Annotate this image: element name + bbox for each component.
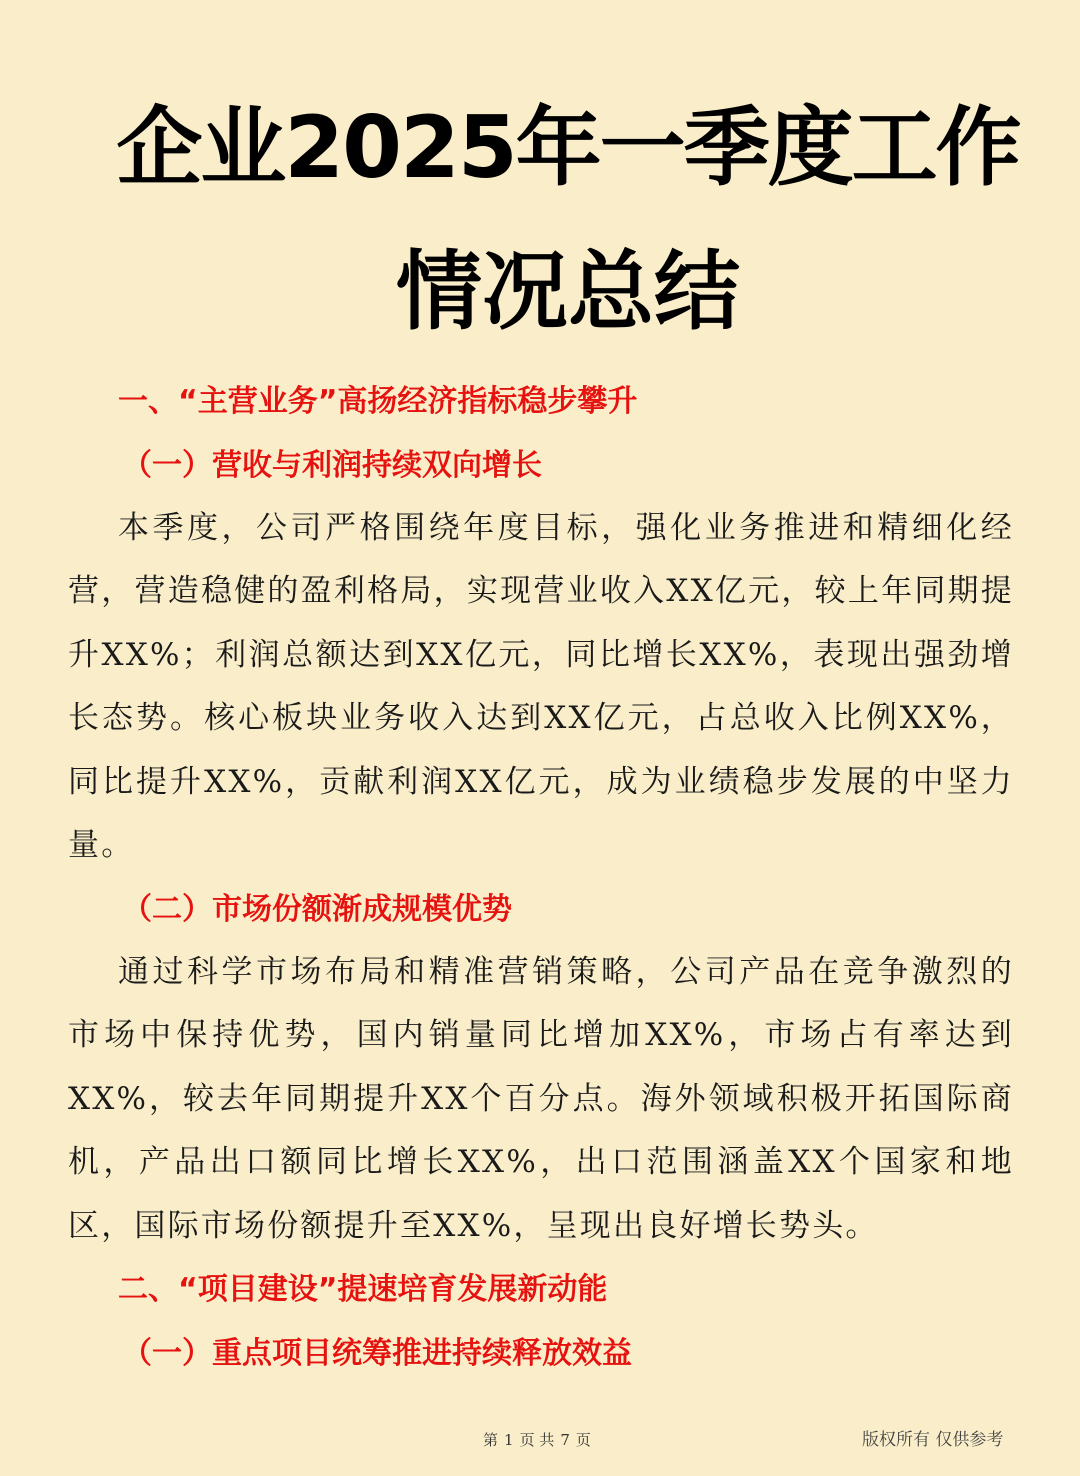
subsection-heading-2-1: （一）重点项目统筹推进持续释放效益	[122, 1336, 632, 1371]
section-heading-2: 二、“项目建设”提速培育发展新动能	[118, 1272, 608, 1307]
page-suffix: 页	[575, 1431, 591, 1449]
paragraph-1-1: 本季度，公司严格围绕年度目标，强化业务推进和精细化经营，营造稳健的盈利格局，实现营业收入XX亿元，较上年同期提升XX%；利润总额达到XX亿元，同比增长XX%，表现出强劲增长态势。核心板块业务收入达到XX亿元，占总收入比例XX%，同比提升XX%，贡献利润XX亿元，成为业绩稳步发展的中坚力量。	[68, 510, 1014, 864]
subsection-heading-1-1: （一）营收与利润持续双向增长	[122, 448, 542, 483]
page-current: 1	[504, 1431, 514, 1449]
page-prefix: 第	[483, 1431, 499, 1449]
subsection-heading-1-2: （二）市场份额渐成规模优势	[122, 892, 512, 927]
section-heading-1: 一、“主营业务”高扬经济指标稳步攀升	[118, 384, 638, 419]
document-title-line-2: 情况总结	[396, 242, 740, 342]
copyright-notice: 版权所有 仅供参考	[862, 1430, 1004, 1450]
page-number	[480, 1430, 594, 1450]
document-title-line-1: 企业2025年一季度工作	[116, 98, 1020, 198]
paragraph-1-2: 通过科学市场布局和精准营销策略，公司产品在竞争激烈的市场中保持优势，国内销量同比增加XX%，市场占有率达到XX%，较去年同期提升XX个百分点。海外领域积极开拓国际商机，产品出口额同比增长XX%，出口范围涵盖XX个国家和地区，国际市场份额提升至XX%，呈现出良好增长势头。	[68, 954, 1014, 1244]
page-mid: 页 共	[519, 1431, 555, 1449]
page-total: 7	[560, 1431, 570, 1449]
